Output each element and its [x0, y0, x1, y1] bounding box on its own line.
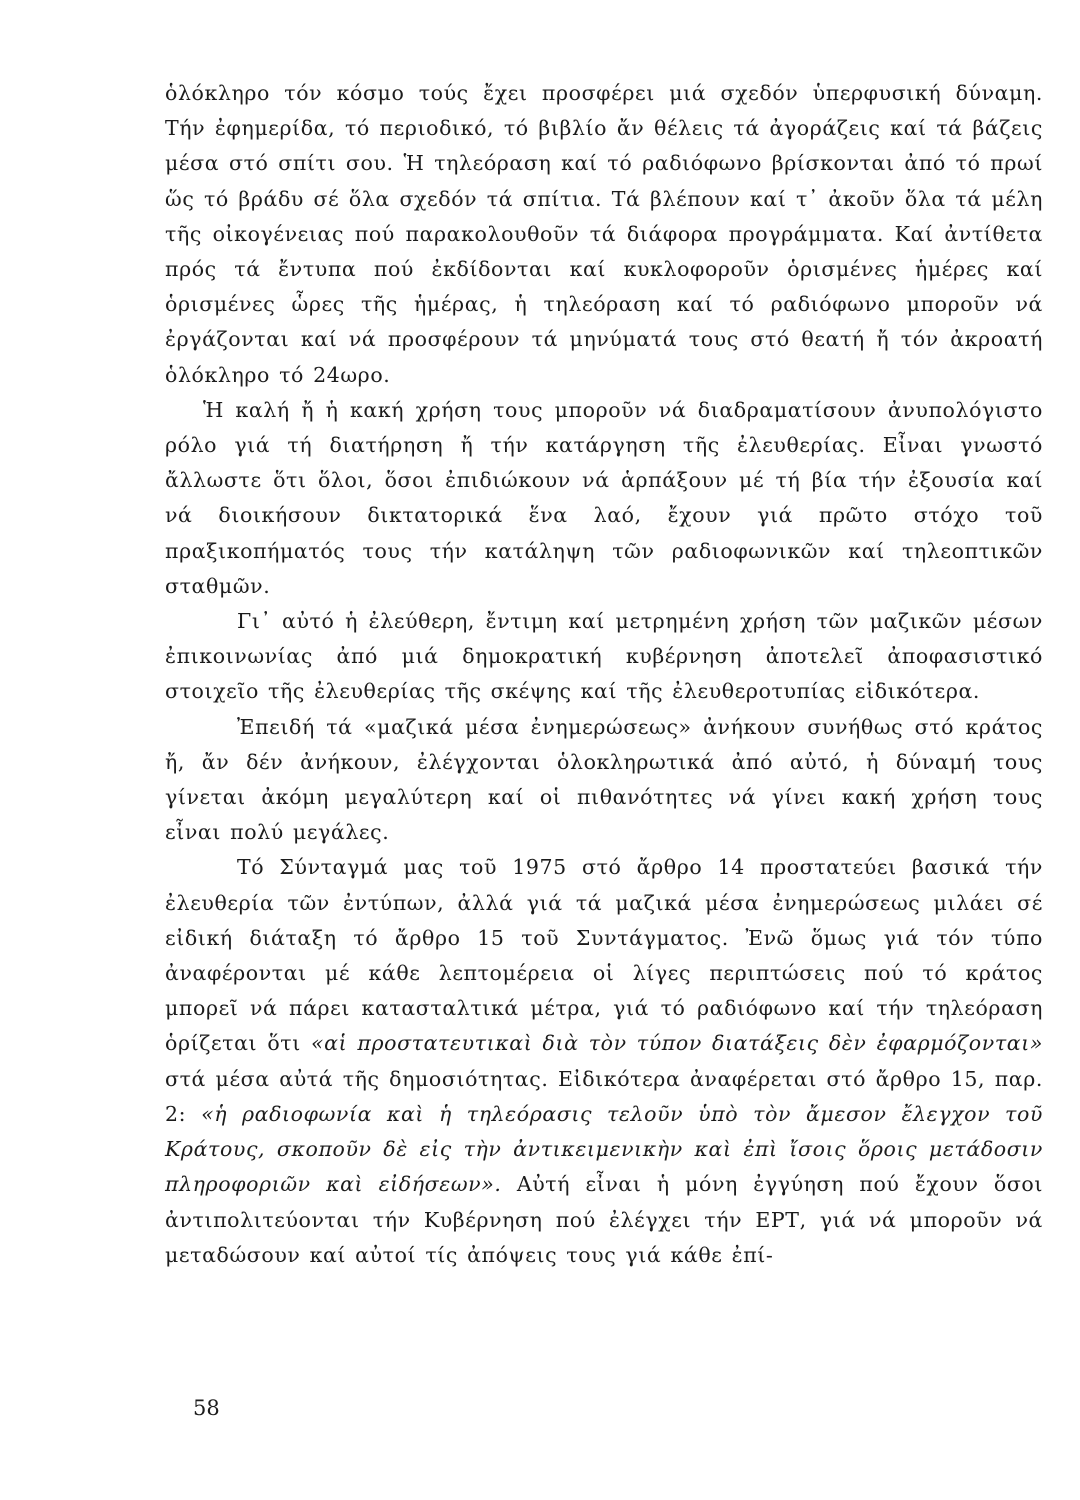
book-page — [165, 76, 1043, 1476]
constitution-quote-2: «ἡ ραδιοφωνία καὶ ἡ τηλεόρασις τελοῦν ὑπὸ τὸν ἄμεσον ἔλεγχον τοῦ Κράτους, σκοποῦν δὲ εἰς τὴν ἀντικειμενικὴν καὶ ἐπὶ ἴσοις ὅροις μετάδοσιν πληροφοριῶν καὶ εἰδήσεων». — [165, 1101, 1043, 1197]
paragraph-5-text-b: στά μέσα αὐτά τῆς δημοσιότητας. Εἰδικότερα ἀναφέρεται στό ἄρθρο 15, παρ. 2: — [165, 1066, 1043, 1126]
page-number: 58 — [193, 1396, 220, 1420]
paragraph-1 — [165, 76, 1043, 393]
paragraph-3 — [165, 604, 1043, 710]
paragraph-4 — [165, 710, 1043, 851]
paragraph-4-text: Ἐπειδή τά «μαζικά μέσα ἐνημερώσεως» ἀνήκουν συνήθως στό κράτος ἤ, ἄν δέν ἀνήκουν, ἐλέγχονται ὁλοκληρωτικά ἀπό αὐτό, ἡ δύναμή τους γίνεται ἀκόμη μεγαλύτερη καί οἱ πιθανότητες νά γίνει κακή χρήση τους εἶναι πολύ μεγάλες. — [165, 714, 1043, 845]
paragraph-2-text: Ἡ καλή ἤ ἡ κακή χρήση τους μποροῦν νά διαδραματίσουν ἀνυπολόγιστο ρόλο γιά τή διατήρηση ἤ τήν κατάργηση τῆς ἐλευθερίας. Εἶναι γνωστό ἄλλωστε ὅτι ὅλοι, ὅσοι ἐπιδιώκουν νά ἁρπάξουν μέ τή βία τήν ἐξουσία καί νά διοικήσουν δικτατορικά ἕνα λαό, ἔχουν γιά πρῶτο στόχο τοῦ πραξικοπήματός τους τήν κατάληψη τῶν ραδιοφωνικῶν καί τηλεοπτικῶν σταθμῶν. — [165, 397, 1043, 598]
paragraph-3-text: Γι᾿ αὐτό ἡ ἐλεύθερη, ἔντιμη καί μετρημένη χρήση τῶν μαζικῶν μέσων ἐπικοινωνίας ἀπό μιά δημοκρατική κυβέρνηση ἀποτελεῖ ἀποφασιστικό στοιχεῖο τῆς ἐλευθερίας τῆς σκέψης καί τῆς ἐλευθεροτυπίας εἰδικότερα. — [165, 609, 1043, 704]
paragraph-1-text: ὁλόκληρο τόν κόσμο τούς ἔχει προσφέρει μιά σχεδόν ὑπερφυσική δύναμη. Τήν ἐφημερίδα, τό περιοδικό, τό βιβλίο ἄν θέλεις τά ἀγοράζεις καί τά βάζεις μέσα στό σπίτι σου. Ἡ τηλεόραση καί τό ραδιόφωνο βρίσκονται ἀπό τό πρωί ὥς τό βράδυ σέ ὅλα σχεδόν τά σπίτια. Τά βλέπουν καί τ᾿ ἀκοῦν ὅλα τά μέλη τῆς οἰκογένειας πού παρακολουθοῦν τά διάφορα προγράμματα. Καί ἀντίθετα πρός τά ἔντυπα πού ἐκδίδονται καί κυκλοφοροῦν ὁρισμένες ἡμέρες καί ὁρισμένες ὧρες τῆς ἡμέρας, ἡ τηλεόραση καί τό ραδιόφωνο μποροῦν νά ἐργάζονται καί νά προσφέρουν τά μηνύματά τους στό θεατή ἤ τόν ἀκροατή ὁλόκληρο τό 24ωρο. — [165, 81, 1043, 387]
paragraph-5 — [165, 850, 1043, 1272]
body-text — [165, 76, 1043, 1273]
constitution-quote-1: «αἱ προστατευτικαὶ διὰ τὸν τύπον διατάξεις δὲν ἐφαρμόζονται» — [311, 1031, 1043, 1056]
paragraph-5-text-a: Τό Σύνταγμά μας τοῦ 1975 στό ἄρθρο 14 προστατεύει βασικά τήν ἐλευθερία τῶν ἐντύπων, ἀλλά γιά τά μαζικά μέσα ἐνημερώσεως μιλάει σέ εἰδική διάταξη τό ἄρθρο 15 τοῦ Συντάγματος. Ἐνῶ ὅμως γιά τόν τύπο ἀναφέρονται μέ κάθε λεπτομέρεια οἱ λίγες περιπτώσεις πού τό κράτος μπορεῖ νά πάρει κατασταλτικά μέτρα, γιά τό ραδιόφωνο καί τήν τηλεόραση ὁρίζεται ὅτι — [165, 855, 1043, 1056]
paragraph-5-text-c: Αὐτή εἶναι ἡ μόνη ἐγγύηση πού ἔχουν ὅσοι ἀντιπολιτεύονται τήν Κυβέρνηση πού ἐλέγχει τήν ΕΡΤ, γιά νά μποροῦν νά μεταδώσουν καί αὐτοί τίς ἀπόψεις τους γιά κάθε ἐπί- — [165, 1172, 1043, 1267]
paragraph-2 — [165, 393, 1043, 604]
